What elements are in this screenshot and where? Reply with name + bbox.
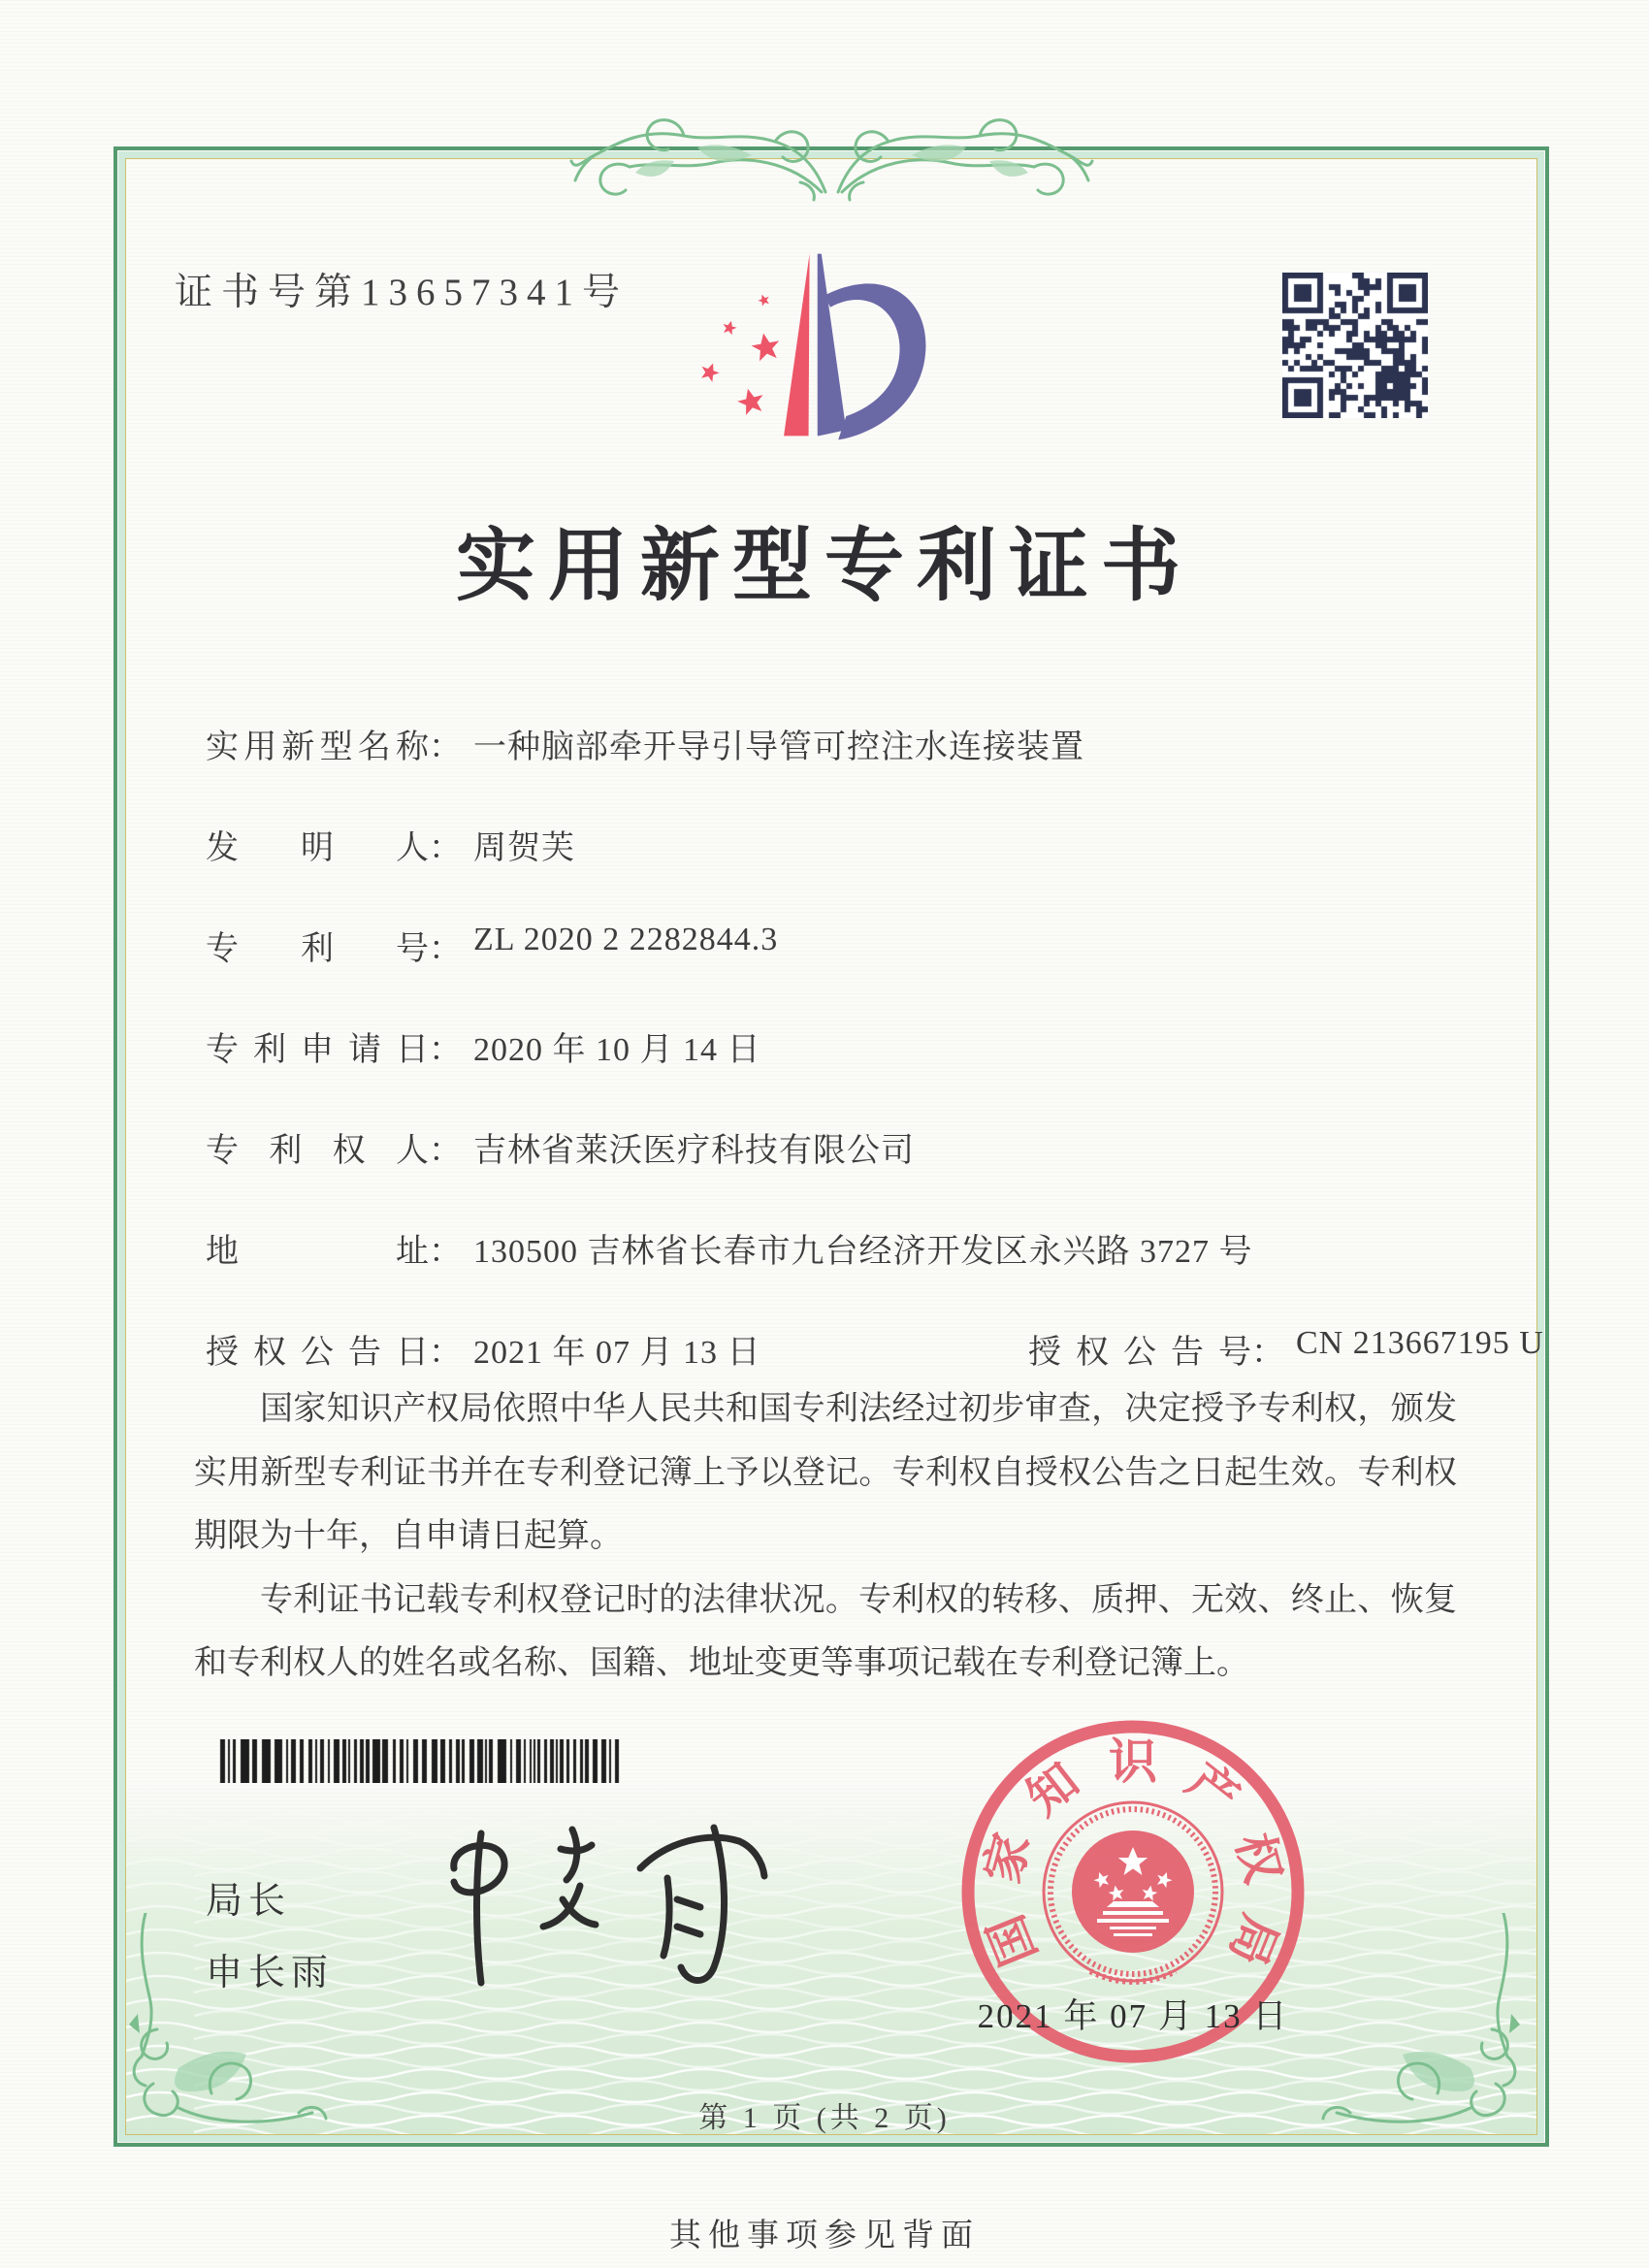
certificate-title: 实用新型专利证书 <box>455 522 1193 610</box>
field-value: 2021 年 07 月 13 日 <box>473 1335 761 1371</box>
qr-code-icon <box>1282 273 1428 418</box>
grant-number-group <box>1028 1325 1544 1373</box>
official-seal <box>956 1715 1310 2068</box>
field-label: 授权公告号 <box>1028 1335 1251 1371</box>
field-colon: ： <box>429 830 462 866</box>
field-colon: ： <box>429 1335 462 1371</box>
field-label: 专利号 <box>206 931 429 967</box>
director-handwritten-signature <box>417 1808 815 2012</box>
field-label: 实用新型名称 <box>206 729 429 765</box>
certificate-number: 证书号第13657341号 <box>175 272 630 313</box>
top-scroll-dragon-ornament <box>558 91 1106 237</box>
field-row-utility-model-name <box>206 720 1453 767</box>
seal-char: 权 <box>1225 1827 1291 1889</box>
field-value: 2020 年 10 月 14 日 <box>473 1032 761 1068</box>
field-label: 地址 <box>206 1234 429 1270</box>
field-row-inventor <box>206 821 1453 868</box>
field-row-grant-announcement <box>206 1325 1544 1373</box>
legal-text-block <box>194 1377 1457 1696</box>
field-row-patent-number <box>206 922 1453 969</box>
seal-char: 家 <box>975 1827 1041 1889</box>
field-colon: ： <box>429 1032 462 1068</box>
field-row-patentee <box>206 1123 1453 1171</box>
officer-title: 局长 <box>206 1881 292 1922</box>
cnipa-logo-icon <box>682 245 929 444</box>
barcode <box>218 1739 624 1783</box>
page-indicator: 第 1 页 (共 2 页) <box>698 2102 951 2134</box>
legal-paragraph-2: 专利证书记载专利权登记时的法律状况。专利权的转移、质押、无效、终止、恢复和专利权人的姓名或名称、国籍、地址变更等事项记载在专利登记簿上。 <box>194 1581 1457 1682</box>
field-colon: ： <box>429 729 462 765</box>
field-row-filing-date <box>206 1022 1453 1070</box>
field-row-address <box>206 1224 1453 1272</box>
field-value: 一种脑部牵开导引导管可控注水连接装置 <box>473 729 1084 765</box>
field-colon: ： <box>1251 1335 1284 1371</box>
officer-name: 申长雨 <box>206 1953 335 1993</box>
seal-char: 产 <box>1177 1752 1249 1826</box>
field-value: 吉林省莱沃医疗科技有限公司 <box>473 1133 915 1169</box>
back-side-note: 其他事项参见背面 <box>669 2219 980 2253</box>
legal-paragraph-1: 国家知识产权局依照中华人民共和国专利法经过初步审查，决定授予专利权，颁发实用新型专利证书并在专利登记簿上予以登记。专利权自授权公告之日起生效。专利权期限为十年，自申请日起算。 <box>194 1391 1457 1555</box>
field-value: 周贺芙 <box>473 830 575 866</box>
seal-date: 2021 年 07 月 13 日 <box>977 1997 1289 2035</box>
seal-char: 国 <box>978 1907 1048 1973</box>
field-value: 130500 吉林省长春市九台经济开发区永兴路 3727 号 <box>473 1234 1253 1270</box>
field-label: 授权公告日 <box>206 1335 429 1371</box>
seal-char: 知 <box>1017 1752 1089 1826</box>
field-colon: ： <box>429 1133 462 1169</box>
seal-char: 局 <box>1218 1907 1288 1973</box>
field-value: CN 213667195 U <box>1296 1325 1544 1361</box>
field-colon: ： <box>429 1234 462 1270</box>
field-label: 专利权人 <box>206 1133 429 1169</box>
seal-char: 识 <box>1109 1734 1157 1789</box>
field-colon: ： <box>429 931 462 967</box>
field-label: 专利申请日 <box>206 1032 429 1068</box>
field-value: ZL 2020 2 2282844.3 <box>473 922 779 957</box>
national-emblem-icon <box>1044 1802 1222 1982</box>
field-label: 发明人 <box>206 830 429 866</box>
